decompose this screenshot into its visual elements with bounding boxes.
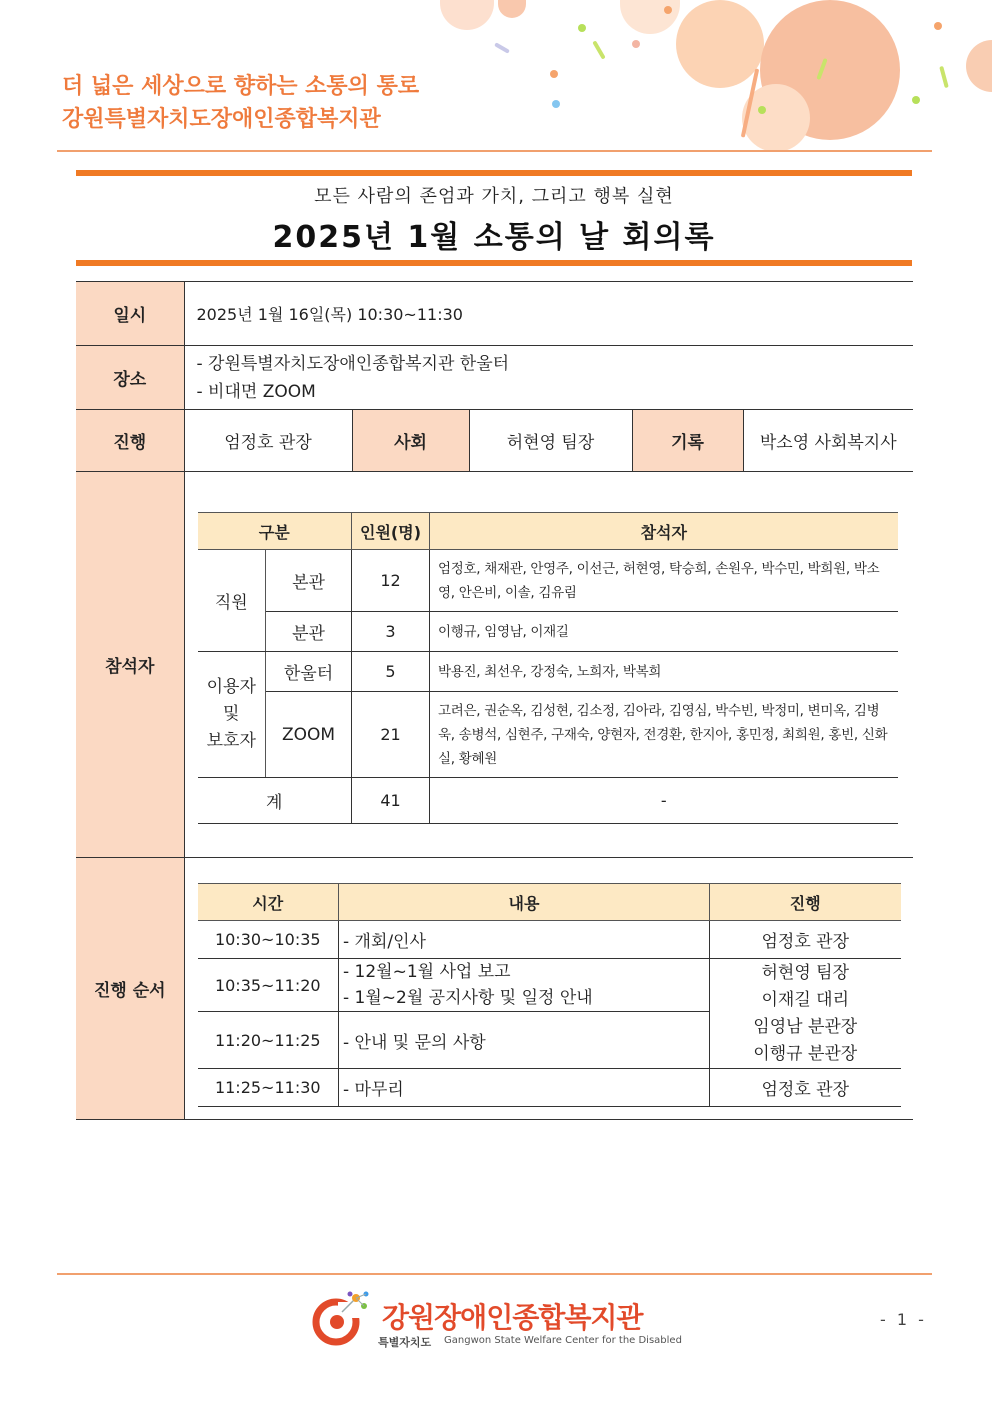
sub-category: 분관 — [266, 612, 352, 652]
table-row — [198, 692, 898, 778]
date-value: 2025년 1월 16일(목) 10:30~11:30 — [184, 282, 913, 346]
welfare-center-logo-icon — [312, 1288, 374, 1348]
host-value: 엄정호 관장 — [184, 410, 352, 472]
title-bottom-bar — [76, 260, 912, 266]
agenda-content: - 개회/인사 — [339, 921, 710, 959]
lead-line: 이행규 분관장 — [753, 1043, 858, 1064]
lead-line: 임영남 분관장 — [753, 1016, 858, 1037]
count: 3 — [352, 612, 430, 652]
mc-value: 허현영 팀장 — [469, 410, 632, 472]
header-category: 구분 — [198, 513, 352, 550]
agenda-time: 11:20~11:25 — [198, 1012, 339, 1069]
footer-divider — [57, 1273, 932, 1275]
agenda-time: 10:30~10:35 — [198, 921, 339, 959]
sub-category: ZOOM — [266, 692, 352, 778]
header-time: 시간 — [198, 884, 339, 921]
total-count: 41 — [352, 778, 430, 824]
table-row — [198, 921, 901, 959]
table-row — [198, 959, 901, 1012]
place-line2: - 비대면 ZOOM — [196, 381, 316, 402]
meeting-info-table — [76, 281, 913, 1120]
agenda-content-line2: - 1월~2월 공지사항 및 일정 안내 — [343, 988, 593, 1008]
agenda-time: 10:35~11:20 — [198, 959, 339, 1012]
row-attendees — [76, 472, 913, 858]
attendees-cell — [184, 472, 913, 858]
lead-line: 이재길 대리 — [761, 989, 849, 1010]
row-host — [76, 410, 913, 472]
agenda-header-row — [198, 884, 901, 921]
record-value: 박소영 사회복지사 — [743, 410, 913, 472]
total-row — [198, 778, 898, 824]
host-label: 진행 — [76, 410, 184, 472]
footer-brand: 강원장애인종합복지관 — [382, 1301, 643, 1334]
names: 박용진, 최선우, 강정숙, 노희자, 박복희 — [430, 652, 898, 692]
agenda-content-line1: - 12월~1월 사업 보고 — [343, 962, 511, 982]
group-users-line1: 이용자 — [206, 677, 256, 697]
group-users-line2: 및 — [223, 704, 240, 724]
document-subtitle: 모든 사람의 존엄과 가치, 그리고 행복 실현 — [314, 186, 674, 207]
agenda-content: - 안내 및 문의 사항 — [339, 1012, 710, 1069]
document-title: 2025년 1월 소통의 날 회의록 — [272, 220, 716, 255]
attendees-header-row — [198, 513, 898, 550]
header-count: 인원(명) — [352, 513, 430, 550]
agenda-time: 11:25~11:30 — [198, 1069, 339, 1107]
table-row — [198, 652, 898, 692]
names: 엄정호, 채재관, 안영주, 이선근, 허현영, 탁승희, 손원우, 박수민, 박희원, 박소영, 안은비, 이솔, 김유림 — [430, 550, 898, 612]
place-value — [184, 346, 913, 410]
group-users — [198, 652, 266, 778]
agenda-content — [339, 959, 710, 1012]
attendees-table — [198, 512, 898, 824]
sub-category: 한울터 — [266, 652, 352, 692]
mc-label: 사회 — [352, 410, 469, 472]
count: 5 — [352, 652, 430, 692]
group-users-line3: 보호자 — [206, 731, 256, 751]
row-agenda — [76, 858, 913, 1120]
table-row — [198, 612, 898, 652]
agenda-content: - 마무리 — [339, 1069, 710, 1107]
slogan — [62, 70, 419, 136]
header-divider — [57, 150, 932, 152]
record-label: 기록 — [632, 410, 743, 472]
footer-sub-korean: 특별자치도 — [378, 1336, 432, 1349]
header-lead: 진행 — [710, 884, 901, 921]
total-label: 계 — [198, 778, 352, 824]
agenda-label: 진행 순서 — [76, 858, 184, 1120]
footer-sub-english: Gangwon State Welfare Center for the Disabled — [444, 1335, 682, 1346]
count: 21 — [352, 692, 430, 778]
agenda-lead: 엄정호 관장 — [710, 1069, 901, 1107]
total-names: - — [430, 778, 898, 824]
agenda-lead: 엄정호 관장 — [710, 921, 901, 959]
place-line1: - 강원특별자치도장애인종합복지관 한울터 — [196, 353, 510, 374]
agenda-table — [198, 883, 901, 1107]
header-content: 내용 — [339, 884, 710, 921]
title-top-bar — [76, 170, 912, 176]
header-names: 참석자 — [430, 513, 898, 550]
page-number: - 1 - — [880, 1310, 927, 1329]
row-place — [76, 346, 913, 410]
names: 이행규, 임영남, 이재길 — [430, 612, 898, 652]
count: 12 — [352, 550, 430, 612]
row-date — [76, 282, 913, 346]
date-label: 일시 — [76, 282, 184, 346]
agenda-cell — [184, 858, 913, 1120]
attendees-label: 참석자 — [76, 472, 184, 858]
group-staff: 직원 — [198, 550, 266, 652]
place-label: 장소 — [76, 346, 184, 410]
lead-line: 허현영 팀장 — [761, 962, 849, 983]
names: 고려은, 권순옥, 김성현, 김소정, 김아라, 김영심, 박수빈, 박정미, 변미옥, 김병욱, 송병석, 심현주, 구재숙, 양현자, 전경환, 한지아, 홍민정, 최희원, 홍빈, 신화실, 황혜원 — [430, 692, 898, 778]
table-row — [198, 550, 898, 612]
sub-category: 본관 — [266, 550, 352, 612]
table-row — [198, 1069, 901, 1107]
slogan-line2: 강원특별자치도장애인종합복지관 — [62, 107, 381, 132]
slogan-line1: 더 넓은 세상으로 향하는 소통의 통로 — [62, 74, 420, 99]
agenda-shared-lead — [710, 959, 901, 1069]
